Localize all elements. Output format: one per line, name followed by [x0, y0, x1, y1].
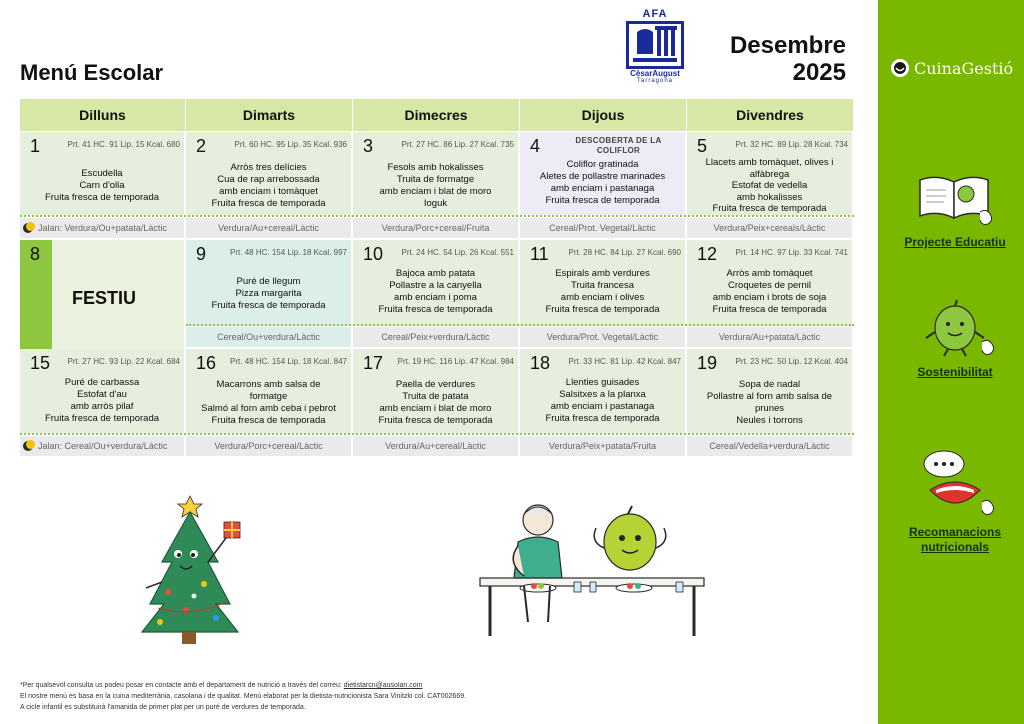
dish-list — [689, 379, 850, 427]
nutrition-info: Prt. 33 HC. 81 Lip. 42 Kcal. 847 — [568, 357, 681, 366]
afa-logo — [622, 8, 688, 92]
dish: amb enciam i poma — [394, 292, 477, 303]
chef-smile-icon — [890, 58, 910, 78]
day-cell — [186, 349, 353, 433]
moon-icon — [23, 223, 33, 233]
nutrition-info: Prt. 19 HC. 116 Lip. 47 Kcal. 984 — [397, 357, 514, 366]
dish: Cua de rap arrebossada — [217, 174, 320, 185]
nutrition-info: Prt. 27 HC. 86 Lip. 27 Kcal. 735 — [401, 140, 514, 149]
day-number: 9 — [196, 244, 207, 264]
dish: Fruita fresca de temporada — [378, 415, 493, 426]
afa-school-name: CèsarAugust — [630, 69, 680, 78]
day-number: 12 — [697, 244, 718, 264]
footer-note-line: A cicle infantil es substituirà l'amanida de primer plat per un puré de verdures de temporada. — [20, 704, 306, 711]
footer-notes — [20, 680, 466, 713]
dotted-divider — [20, 215, 854, 217]
dish-list — [355, 162, 516, 210]
brand-logo[interactable] — [890, 56, 1020, 82]
day-cell — [20, 349, 186, 433]
dish: Salsitxes a la planxa — [559, 389, 646, 400]
day-number: 17 — [363, 353, 384, 373]
dish: formatge — [249, 391, 288, 402]
dish: amb enciam i blat de moro — [379, 186, 492, 197]
dinner-text: Jalan: Cereal/Ou+verdura/Làctic — [38, 441, 168, 451]
nutrition-info: Prt. 41 HC. 91 Lip. 15 Kcal. 680 — [67, 140, 180, 149]
weekday-friday: Divendres — [687, 99, 854, 131]
dish: Puré de carbassa — [64, 377, 140, 388]
dish: prunes — [754, 403, 785, 414]
apple-mascot-icon — [910, 298, 1000, 360]
day-cell — [186, 240, 353, 326]
dish: Fruita fresca de temporada — [545, 195, 660, 206]
dish: Macarrons amb salsa de — [216, 379, 321, 390]
nutrition-info: Prt. 48 HC. 154 Lip. 18 Kcal. 847 — [230, 357, 347, 366]
dish-list — [188, 162, 349, 210]
dish-list — [188, 379, 349, 427]
day-cell-special — [520, 132, 687, 215]
dish: amb enciam i pastanaga — [550, 401, 655, 412]
day-number: 19 — [697, 353, 718, 373]
day-cell — [687, 349, 854, 433]
dish: Fruita fresca de temporada — [44, 413, 160, 424]
year: 2025 — [792, 59, 846, 86]
dish-list — [522, 159, 683, 207]
dish: Fruita fresca de temporada — [712, 203, 827, 214]
dinner-suggestion: Cereal/Peix+verdura/Làctic — [353, 327, 520, 347]
dinner-suggestion: Verdura/Au+cereal/Làctic — [186, 218, 353, 238]
dinner-suggestion: Cereal/Ou+verdura/Làctic — [186, 327, 353, 347]
sidebar-item-recomanacions[interactable] — [900, 446, 1010, 555]
dish: Coliflor gratinada — [566, 159, 639, 170]
dish: Arròs tres delícies — [230, 162, 307, 173]
kids-eating-illustration — [478, 502, 708, 642]
dish: Escudella — [81, 168, 123, 179]
day-cell — [687, 132, 854, 215]
nutrition-info: Prt. 48 HC. 154 Lip. 18 Kcal. 997 — [230, 248, 347, 257]
day-cell — [353, 132, 520, 215]
contact-email-link[interactable]: dietistarcn@ausolan.com — [343, 682, 423, 689]
book-icon — [910, 170, 1000, 230]
dinner-suggestion — [20, 436, 186, 456]
day-number: 2 — [196, 136, 207, 156]
moon-icon — [23, 441, 33, 451]
brand-name: CuinaGestió — [914, 59, 1014, 78]
dish: amb enciam i blat de moro — [379, 403, 492, 414]
day-number: 15 — [30, 353, 51, 373]
dotted-divider — [186, 324, 854, 326]
dotted-divider — [20, 433, 854, 435]
dish: Llenties guisades — [565, 377, 640, 388]
dinner-suggestion: Cereal/Vedella+verdura/Làctic — [687, 436, 854, 456]
dish: Fruita fresca de temporada — [211, 198, 326, 209]
afa-emblem-icon — [626, 21, 684, 69]
footer-contact-text: *Per qualsevol consulta us podeu posar en contacte amb el departament de nutrició a través del correu: — [20, 682, 344, 689]
dinner-suggestion: Verdura/Porc+cereal/Làctic — [186, 436, 353, 456]
dish-list — [22, 377, 182, 425]
dish: Pollastre al forn amb salsa de — [706, 391, 833, 402]
nutrition-info: Prt. 27 HC. 93 Lip. 22 Kcal. 684 — [67, 357, 180, 366]
day-number: 5 — [697, 136, 708, 156]
dish: amb enciam i pastanaga — [550, 183, 655, 194]
day-number: 1 — [30, 136, 41, 156]
day-number: 8 — [30, 244, 41, 264]
dinner-suggestion: Verdura/Au+patata/Làctic — [687, 327, 854, 347]
dish: Salmó al forn amb ceba i pebrot — [201, 403, 336, 414]
nutrition-info: Prt. 28 HC. 84 Lip. 27 Kcal. 690 — [568, 248, 681, 257]
afa-city: Tarragona — [636, 78, 674, 84]
day-cell — [186, 132, 353, 215]
dinner-suggestion: Verdura/Peix+patata/Fruita — [520, 436, 687, 456]
day-cell — [520, 349, 687, 433]
dish: Fesols amb hokalisses — [387, 162, 484, 173]
nutrition-info: Prt. 24 HC. 54 Lip. 26 Kcal. 551 — [401, 248, 514, 257]
weekday-tuesday: Dimarts — [186, 99, 353, 131]
dish-list — [355, 379, 516, 427]
weekday-thursday: Dijous — [520, 99, 687, 131]
sidebar-item-projecte-educatiu[interactable] — [900, 170, 1010, 250]
dish: Llacets amb tomàquet, olives i — [705, 157, 834, 168]
day-number: 10 — [363, 244, 384, 264]
day-cell — [20, 132, 186, 215]
dish: amb enciam i tomàquet — [219, 186, 318, 197]
dinner-suggestion: Verdura/Porc+cereal/Fruita — [353, 218, 520, 238]
day-number: 11 — [530, 244, 549, 264]
day-cell — [353, 240, 520, 326]
page-title: Menú Escolar — [20, 60, 164, 85]
dish: amb enciam i olives — [560, 292, 645, 303]
dish: Sopa de nadal — [738, 379, 801, 390]
weekday-header — [20, 99, 854, 131]
nutrition-info: Prt. 23 HC. 50 Lip. 12 Kcal. 404 — [735, 357, 848, 366]
dish: Puré de llegum — [236, 276, 301, 287]
dish: Pizza margarita — [235, 288, 302, 299]
footer-contact-line — [20, 680, 466, 691]
dish: Truita francesa — [570, 280, 634, 291]
day-cell — [687, 240, 854, 326]
dish-list — [188, 276, 349, 312]
dish: Fruita fresca de temporada — [378, 304, 493, 315]
dish: Neules i torrons — [736, 415, 803, 426]
dish: Truita de formatge — [396, 174, 475, 185]
dish: Pollastre a la canyella — [389, 280, 482, 291]
dish: Espirals amb verdures — [555, 268, 650, 279]
sidebar-item-sostenibilitat[interactable] — [900, 298, 1010, 380]
dinner-suggestion: Verdura/Au+cereal/Làctic — [353, 436, 520, 456]
dinner-suggestion: Verdura/Prot. Vegetal/Làctic — [520, 327, 687, 347]
weekday-monday: Dilluns — [20, 99, 186, 131]
dish-list — [689, 157, 850, 215]
dish: alfàbrega — [749, 168, 790, 180]
dish: Fruita fresca de temporada — [545, 413, 660, 424]
speech-mouth-icon — [910, 446, 1000, 520]
christmas-tree-icon — [132, 492, 250, 648]
dinner-suggestion: Cereal/Prot. Vegetal/Làctic — [520, 218, 687, 238]
dish-list — [355, 268, 516, 316]
nutrition-info: Prt. 60 HC. 95 Lip. 35 Kcal. 936 — [234, 140, 347, 149]
special-banner: DESCOBERTA DE LA COLIFLOR — [575, 136, 662, 155]
day-number: 4 — [530, 136, 541, 156]
dinner-suggestion — [20, 218, 186, 238]
sidebar-item-label: Sostenibilitat — [917, 365, 993, 379]
footer-info-line: El nostre menú es basa en la cuina mediterrània, casolana i de qualitat. Menú elaborat per la dietista-nutricionista Sara Vinitzki col. CAT002669. — [20, 693, 467, 700]
dish: Arròs amb tomàquet — [726, 268, 813, 279]
holiday-label: FESTIU — [72, 288, 137, 308]
dish-list — [522, 377, 683, 425]
month-year — [700, 32, 846, 86]
dish: Truita de patata — [402, 391, 469, 402]
weekday-wednesday: Dimecres — [353, 99, 520, 131]
dish: amb hokalisses — [736, 191, 803, 203]
day-cell-holiday — [20, 240, 186, 349]
dish-list — [22, 168, 182, 204]
dish: Croquetes de pernil — [728, 280, 811, 291]
sidebar-item-label: Recomanacions nutricionals — [908, 525, 1002, 554]
dinner-suggestion: Verdura/Peix+cereals/Làctic — [687, 218, 854, 238]
day-number: 3 — [363, 136, 374, 156]
dinner-text: Jalan: Verdura/Ou+patata/Làctic — [38, 223, 167, 233]
dish-list — [689, 268, 850, 316]
day-number: 16 — [196, 353, 217, 373]
dish: amb enciam i brots de soja — [712, 292, 827, 303]
dish: Paella de verdures — [395, 379, 476, 390]
dish: amb arròs pilaf — [70, 401, 134, 412]
dish-list — [522, 268, 683, 316]
day-cell — [353, 349, 520, 433]
day-number: 18 — [530, 353, 551, 373]
dish: Ioguk — [423, 198, 448, 209]
day-cell — [520, 240, 687, 326]
dish: Fruita fresca de temporada — [545, 304, 660, 315]
month-name: Desembre — [729, 32, 846, 59]
dish: Bajoca amb patata — [395, 268, 476, 279]
dish: Carn d'olla — [79, 180, 125, 191]
dish: Fruita fresca de temporada — [44, 192, 160, 203]
nutrition-info: Prt. 32 HC. 89 Lip. 28 Kcal. 734 — [735, 140, 848, 149]
dish: Fruita fresca de temporada — [712, 304, 827, 315]
sidebar-item-label: Projecte Educatiu — [904, 235, 1006, 249]
afa-logo-text: AFA — [642, 8, 668, 20]
nutrition-info: Prt. 14 HC. 97 Lip. 33 Kcal. 741 — [735, 248, 848, 257]
dish: Fruita fresca de temporada — [211, 415, 326, 426]
dish: Estofat de vedella — [731, 180, 808, 191]
dish: Fruita fresca de temporada — [211, 300, 326, 311]
dish: Aletes de pollastre marinades — [539, 171, 666, 182]
dish: Estofat d'au — [77, 389, 127, 400]
